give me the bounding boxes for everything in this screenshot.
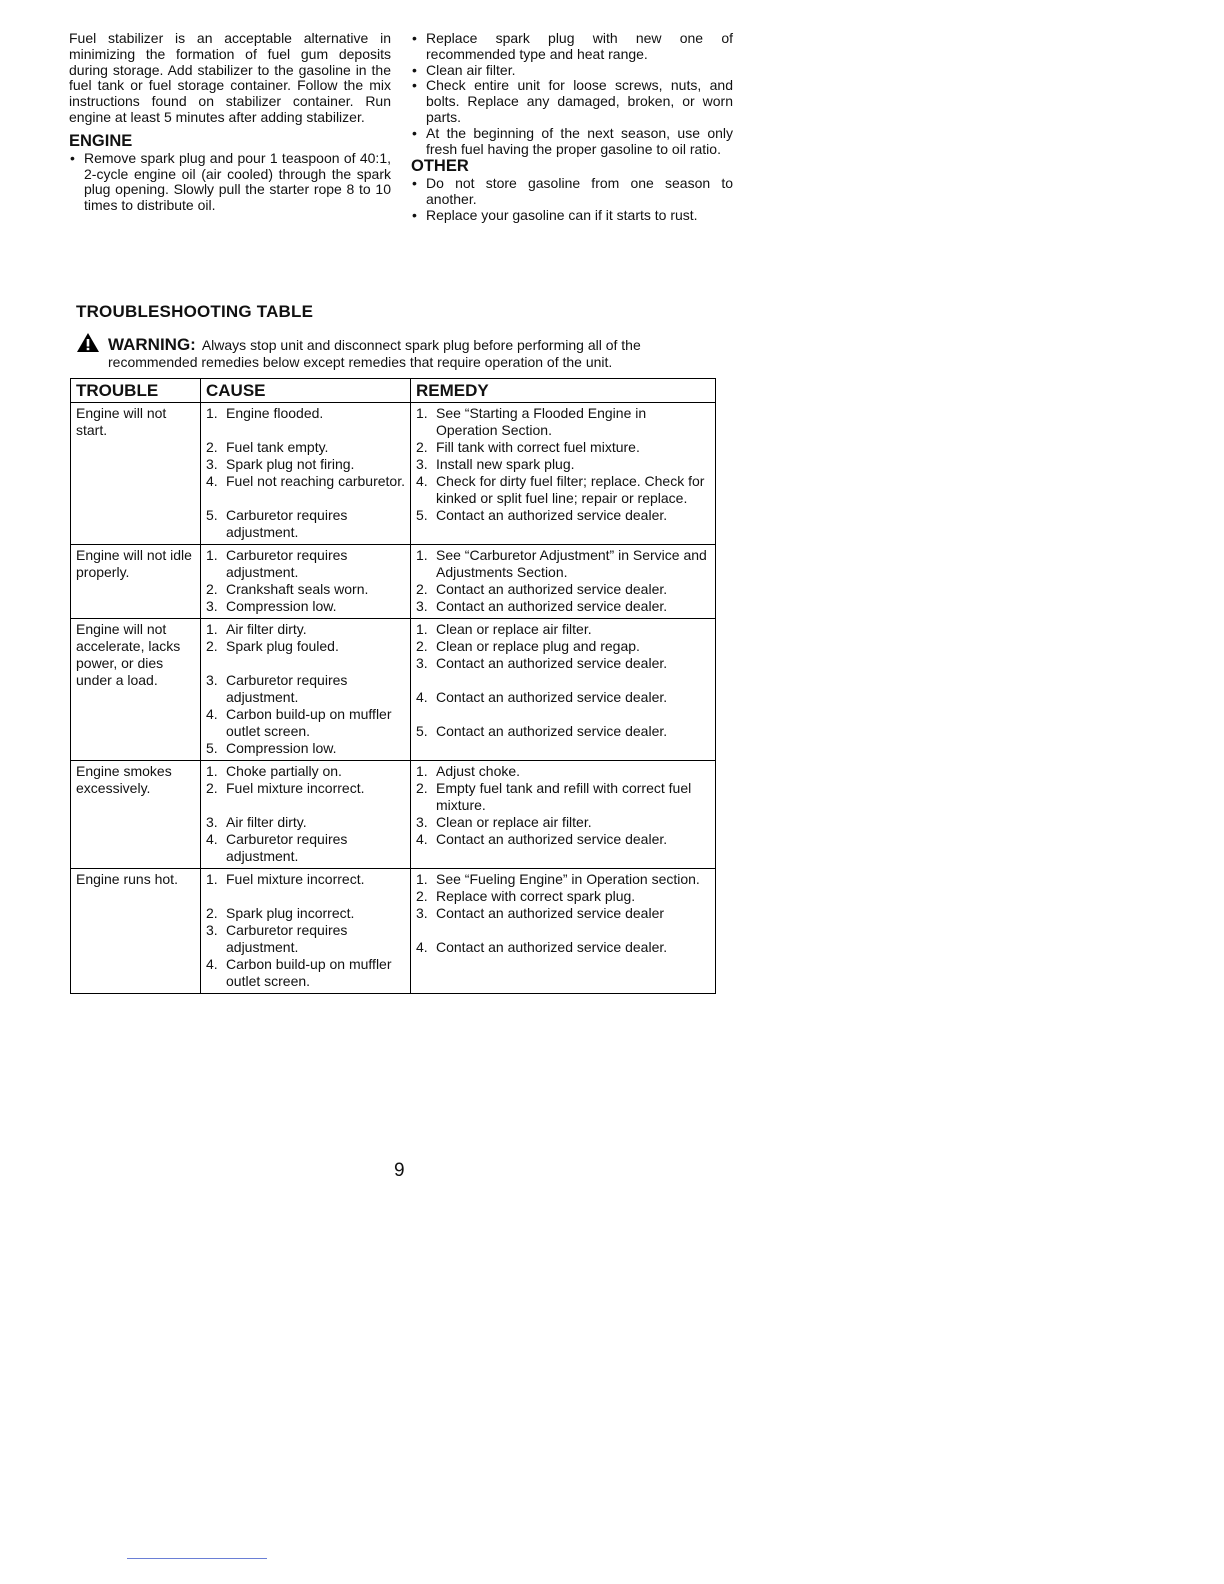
cause-item: 3. Spark plug not firing. — [206, 456, 355, 472]
stabilizer-paragraph: Fuel stabilizer is an acceptable alternative in minimizing the formation of fuel gum deposits during storage. Add stabilizer to the gasoline in the fuel tank or fuel storage container. Follow the mix instructions found on stabilizer container. Run engine at least 5 minutes after adding stabilizer. — [69, 30, 391, 125]
table-row — [71, 761, 716, 869]
trouble-cell: Engine will not accelerate, lacks power, or dies under a load. — [71, 619, 201, 761]
page-number: 9 — [394, 1160, 405, 1181]
cause-cell — [201, 761, 411, 869]
remedy-item: 1. See “Carburetor Adjustment” in Service and Adjustments Section. — [416, 547, 707, 580]
cause-item: 3. Compression low. — [206, 598, 337, 614]
trouble-cell: Engine smokes excessively. — [71, 761, 201, 869]
remedy-cell — [411, 869, 716, 994]
cause-item: 4. Carbon build-up on muffler outlet screen. — [206, 956, 392, 989]
season-bullet: • Replace spark plug with new one of recommended type and heat range. — [411, 31, 733, 63]
table-row — [71, 869, 716, 994]
remedy-cell — [411, 545, 716, 619]
remedy-item: 2. Fill tank with correct fuel mixture. — [416, 439, 640, 455]
remedy-item: 1. Clean or replace air filter. — [416, 621, 592, 637]
engine-bullet-list — [69, 151, 391, 214]
footer-rule — [127, 1558, 267, 1559]
remedy-cell — [411, 403, 716, 545]
troubleshooting-title: TROUBLESHOOTING TABLE — [76, 302, 314, 321]
season-bullet-list — [411, 31, 733, 157]
table-row — [71, 619, 716, 761]
header-cause: CAUSE — [201, 379, 411, 403]
other-bullet: • Replace your gasoline can if it starts to rust. — [411, 208, 733, 224]
remedy-item: 5. Contact an authorized service dealer. — [416, 507, 668, 523]
cause-item: 4. Carburetor requires adjustment. — [206, 831, 348, 864]
warning-text-line-2: recommended remedies below except remedies that require operation of the unit. — [108, 354, 613, 370]
cause-cell — [201, 403, 411, 545]
cause-item: 2. Crankshaft seals worn. — [206, 581, 369, 597]
remedy-cell — [411, 619, 716, 761]
header-remedy: REMEDY — [411, 379, 716, 403]
remedy-item: 2. Replace with correct spark plug. — [416, 888, 636, 904]
table-row — [71, 545, 716, 619]
cause-item: 1. Engine flooded. — [206, 405, 324, 421]
cause-item: 3. Air filter dirty. — [206, 814, 307, 830]
remedy-item: 1. See “Starting a Flooded Engine in Operation Section. — [416, 405, 647, 438]
left-column — [69, 31, 391, 214]
cause-item: 1. Air filter dirty. — [206, 621, 307, 637]
remedy-item: 4. Contact an authorized service dealer. — [416, 939, 668, 955]
season-bullet: • Clean air filter. — [411, 63, 733, 79]
remedy-item: 4. Contact an authorized service dealer. — [416, 831, 668, 847]
cause-item: 2. Fuel tank empty. — [206, 439, 329, 455]
cause-item: 5. Compression low. — [206, 740, 337, 756]
cause-item: 2. Spark plug incorrect. — [206, 905, 355, 921]
remedy-item: 3. Contact an authorized service dealer. — [416, 598, 668, 614]
right-column — [411, 31, 733, 224]
remedy-item: 4. Contact an authorized service dealer. — [416, 689, 668, 705]
warning-block — [76, 329, 726, 371]
remedy-item: 1. Adjust choke. — [416, 763, 521, 779]
warning-label: WARNING: — [108, 335, 196, 354]
cause-item: 1. Fuel mixture incorrect. — [206, 871, 365, 887]
trouble-cell: Engine runs hot. — [71, 869, 201, 994]
remedy-item: 2. Clean or replace plug and regap. — [416, 638, 640, 654]
remedy-item: 3. Contact an authorized service dealer. — [416, 655, 668, 671]
cause-item: 3. Carburetor requires adjustment. — [206, 672, 348, 705]
other-bullet: • Do not store gasoline from one season to another. — [411, 176, 733, 208]
cause-item: 3. Carburetor requires adjustment. — [206, 922, 348, 955]
remedy-item: 2. Empty fuel tank and refill with correct fuel mixture. — [416, 780, 692, 813]
remedy-item: 1. See “Fueling Engine” in Operation section. — [416, 871, 700, 887]
remedy-cell — [411, 761, 716, 869]
remedy-item: 2. Contact an authorized service dealer. — [416, 581, 668, 597]
trouble-cell: Engine will not start. — [71, 403, 201, 545]
remedy-item: 4. Check for dirty fuel filter; replace. Check for kinked or split fuel line; repair or replace. — [416, 473, 705, 506]
header-trouble: TROUBLE — [71, 379, 201, 403]
cause-item: 5. Carburetor requires adjustment. — [206, 507, 348, 540]
engine-heading: ENGINE — [69, 131, 133, 150]
cause-item: 2. Fuel mixture incorrect. — [206, 780, 365, 796]
cause-cell — [201, 869, 411, 994]
cause-item: 2. Spark plug fouled. — [206, 638, 339, 654]
cause-item: 1. Choke partially on. — [206, 763, 342, 779]
remedy-item: 3. Contact an authorized service dealer — [416, 905, 665, 921]
remedy-item: 3. Install new spark plug. — [416, 456, 575, 472]
table-row — [71, 403, 716, 545]
cause-cell — [201, 545, 411, 619]
table-header-row — [71, 379, 716, 403]
remedy-item: 5. Contact an authorized service dealer. — [416, 723, 668, 739]
other-heading: OTHER — [411, 157, 469, 176]
cause-item: 4. Carbon build-up on muffler outlet screen. — [206, 706, 392, 739]
cause-item: 4. Fuel not reaching carburetor. — [206, 473, 405, 489]
cause-cell — [201, 619, 411, 761]
other-bullet-list — [411, 176, 733, 223]
warning-text-line-1: Always stop unit and disconnect spark plug before performing all of the — [201, 337, 641, 353]
engine-bullet: • Remove spark plug and pour 1 teaspoon of 40:1, 2-cycle engine oil (air cooled) through the spark plug opening. Slowly pull the starter rope 8 to 10 times to distribute oil. — [69, 151, 391, 214]
season-bullet: • At the beginning of the next season, use only fresh fuel having the proper gasoline to oil ratio. — [411, 126, 733, 158]
trouble-cell: Engine will not idle properly. — [71, 545, 201, 619]
warning-icon — [76, 332, 100, 353]
cause-item: 1. Carburetor requires adjustment. — [206, 547, 348, 580]
season-bullet: • Check entire unit for loose screws, nuts, and bolts. Replace any damaged, broken, or worn parts. — [411, 78, 733, 125]
troubleshooting-table — [70, 378, 716, 994]
remedy-item: 3. Clean or replace air filter. — [416, 814, 592, 830]
